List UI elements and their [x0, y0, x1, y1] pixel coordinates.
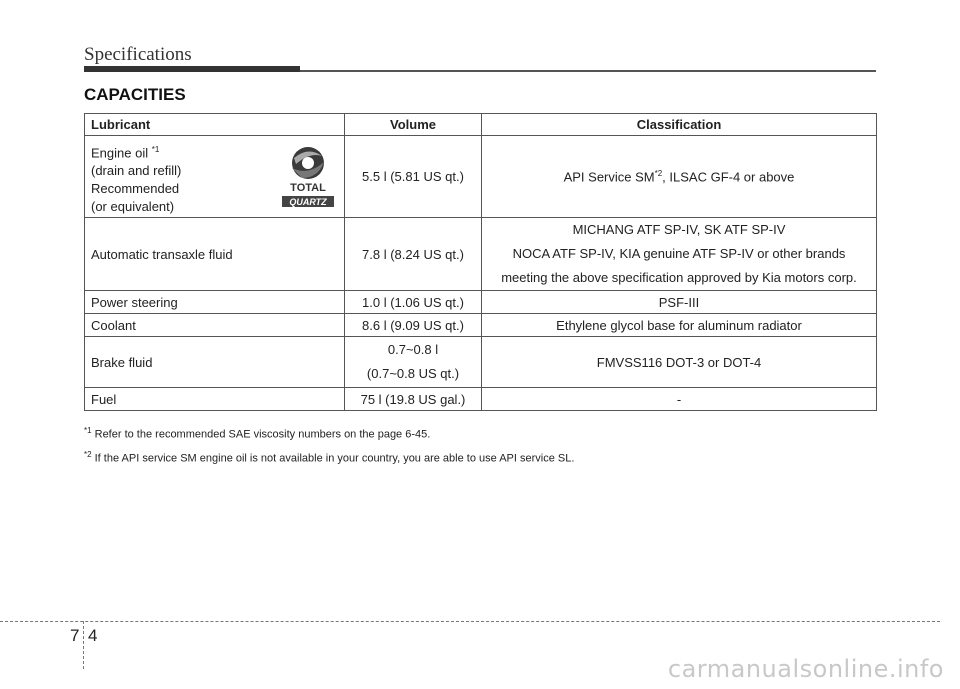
capacities-table	[84, 113, 877, 411]
footnote-2-text: If the API service SM engine oil is not available in your country, you are able to use API service SL.	[94, 452, 575, 465]
atf-class-line-1: MICHANG ATF SP-IV, SK ATF SP-IV	[572, 222, 786, 237]
section-title: Specifications	[84, 44, 192, 65]
cell-coolant-volume: 8.6 l (9.09 US qt.)	[345, 314, 482, 337]
cell-atf-classification	[482, 218, 877, 291]
atf-class-line-3: meeting the above specification approved by Kia motors corp.	[501, 270, 857, 285]
cell-brake-lubricant: Brake fluid	[85, 337, 345, 388]
cell-coolant-lubricant: Coolant	[85, 314, 345, 337]
cell-atf-volume: 7.8 l (8.24 US qt.)	[345, 218, 482, 291]
cell-fuel-classification: -	[482, 388, 877, 411]
footnote-2	[84, 445, 574, 469]
cell-ps-volume: 1.0 l (1.06 US qt.)	[345, 291, 482, 314]
logo-product-text: QUARTZ	[289, 197, 327, 207]
footnote-1	[84, 421, 574, 445]
engine-oil-footnote-mark: *1	[151, 145, 160, 154]
table-header-row	[85, 114, 877, 136]
footnotes	[84, 421, 574, 468]
page-chapter-number: 7	[70, 626, 80, 645]
column-header-classification: Classification	[482, 114, 877, 136]
table-row-atf	[85, 218, 877, 291]
engine-oil-label: Engine oil	[91, 145, 149, 161]
cell-fuel-volume: 75 l (19.8 US gal.)	[345, 388, 482, 411]
engine-oil-line-3: (or equivalent)	[91, 199, 175, 215]
engine-oil-class-pre: API Service SM	[563, 169, 655, 185]
cell-brake-classification: FMVSS116 DOT-3 or DOT-4	[482, 337, 877, 388]
total-quartz-logo	[278, 144, 338, 210]
table-row-coolant	[85, 314, 877, 337]
atf-class-line-2: NOCA ATF SP-IV, KIA genuine ATF SP-IV or other brands	[512, 246, 846, 261]
table-row-fuel	[85, 388, 877, 411]
column-header-lubricant: Lubricant	[85, 114, 345, 136]
table-row-brake-fluid	[85, 337, 877, 388]
footnote-2-mark: *2	[84, 449, 92, 459]
footnote-1-text: Refer to the recommended SAE viscosity numbers on the page 6-45.	[94, 428, 431, 441]
table-row-engine-oil	[85, 136, 877, 218]
header-rule-thin	[300, 70, 876, 72]
cell-ps-classification: PSF-III	[482, 291, 877, 314]
column-header-volume: Volume	[345, 114, 482, 136]
header-rule-thick	[84, 66, 300, 72]
cell-engine-oil-classification	[482, 136, 877, 218]
brake-volume-line-1: 0.7~0.8 l	[387, 342, 439, 357]
engine-oil-line-2: Recommended	[91, 181, 180, 197]
footer-divider-horizontal	[0, 621, 940, 622]
engine-oil-class-footnote: *2	[654, 168, 663, 178]
engine-oil-class-post: , ILSAC GF-4 or above	[662, 169, 795, 185]
brake-volume-line-2: (0.7~0.8 US qt.)	[366, 366, 460, 381]
page-heading: CAPACITIES	[84, 85, 186, 104]
watermark: carmanualsonline.info	[667, 655, 944, 683]
page-number: 4	[88, 626, 98, 645]
table-row-power-steering	[85, 291, 877, 314]
footer-divider-vertical	[83, 621, 84, 669]
logo-brand-text: TOTAL	[290, 182, 326, 194]
cell-fuel-lubricant: Fuel	[85, 388, 345, 411]
cell-engine-oil-volume: 5.5 l (5.81 US qt.)	[345, 136, 482, 218]
cell-atf-lubricant: Automatic transaxle fluid	[85, 218, 345, 291]
engine-oil-line-1: (drain and refill)	[91, 163, 182, 179]
cell-coolant-classification: Ethylene glycol base for aluminum radiator	[482, 314, 877, 337]
cell-ps-lubricant: Power steering	[85, 291, 345, 314]
cell-brake-volume	[345, 337, 482, 388]
footnote-1-mark: *1	[84, 426, 92, 435]
cell-engine-oil-lubricant	[85, 136, 345, 218]
